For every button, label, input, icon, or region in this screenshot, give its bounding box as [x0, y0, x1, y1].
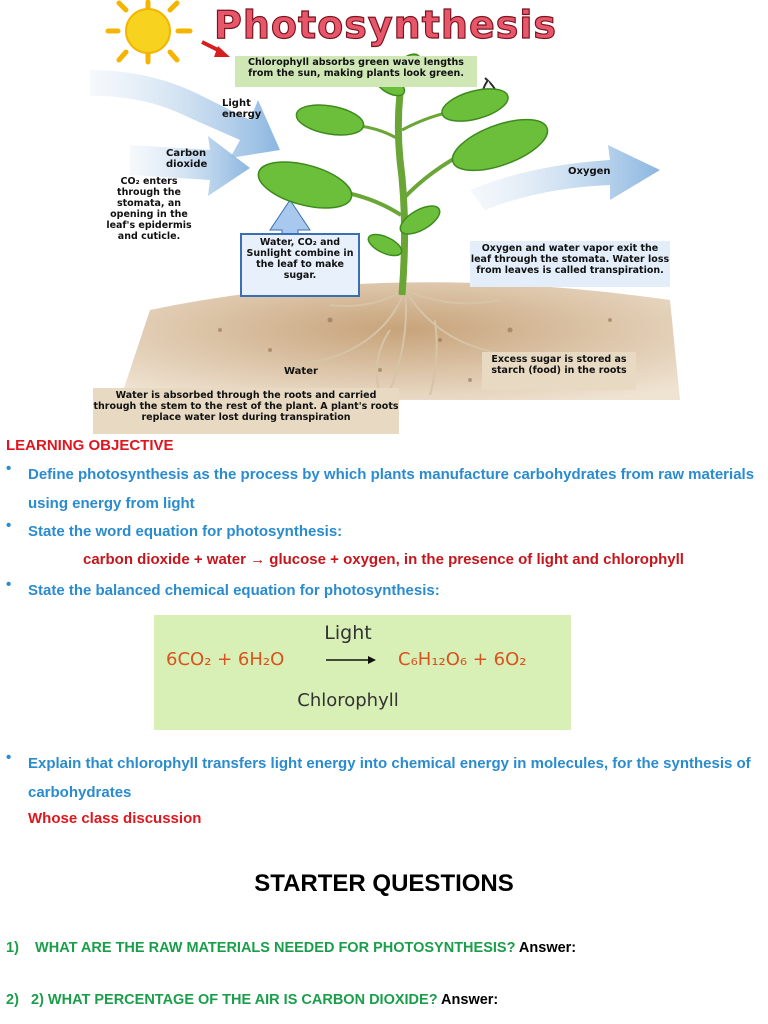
objective-bullet-1: • Define photosynthesis as the process by which plants manufacture carbohydrates from raw materials using energy from light	[6, 460, 755, 512]
carbon-dioxide-label: Carbon dioxide	[166, 148, 208, 170]
objective-bullet-4: • Explain that chlorophyll transfers light energy into chemical energy in molecules, for the synthesis of carbohydrates	[6, 749, 751, 801]
balanced-equation-box	[154, 615, 571, 730]
objective-bullet-2: • State the word equation for photosynthesis:	[6, 517, 343, 540]
equation-chlorophyll-label: Chlorophyll	[297, 690, 399, 711]
equation-reactants: 6CO₂ + 6H₂O	[166, 649, 285, 670]
oxygen-label: Oxygen	[568, 166, 611, 177]
combine-note: Water, CO₂ and Sunlight combine in the leaf to make sugar.	[240, 233, 360, 297]
water-note: Water is absorbed through the roots and carried through the stem to the rest of the plant. A plant's roots replace water lost during transpiration	[93, 388, 399, 434]
balanced-equation	[154, 615, 571, 730]
diagram-title: Photosynthesis	[214, 3, 557, 47]
oxygen-note: Oxygen and water vapor exit the leaf through the stomata. Water loss from leaves is called transpiration.	[470, 241, 670, 287]
class-discussion-note: Whose class discussion	[28, 810, 202, 827]
starter-questions-heading: STARTER QUESTIONS	[254, 870, 514, 897]
starch-note: Excess sugar is stored as starch (food) in the roots	[482, 352, 636, 390]
photosynthesis-diagram	[90, 0, 680, 435]
equation-products: C₆H₁₂O₆ + 6O₂	[398, 649, 527, 670]
learning-objective-heading: LEARNING OBJECTIVE	[6, 437, 174, 454]
chlorophyll-note: Chlorophyll absorbs green wave lengths from the sun, making plants look green.	[235, 56, 477, 87]
starter-question-2: 2) 2) WHAT PERCENTAGE OF THE AIR IS CARBON DIOXIDE? Answer:	[6, 992, 499, 1008]
water-label: Water	[284, 366, 318, 377]
co2-note: CO₂ enters through the stomata, an opening in the leaf's epidermis and cuticle.	[106, 176, 192, 242]
sun-icon	[108, 2, 190, 62]
word-equation: carbon dioxide + water → glucose + oxygen, in the presence of light and chlorophyll	[83, 551, 684, 568]
starter-question-1: 1) WHAT ARE THE RAW MATERIALS NEEDED FOR PHOTOSYNTHESIS? Answer:	[6, 940, 577, 956]
equation-light-label: Light	[324, 622, 372, 644]
objective-bullet-3: • State the balanced chemical equation for photosynthesis:	[6, 576, 440, 599]
light-energy-label: Light energy	[222, 98, 262, 120]
